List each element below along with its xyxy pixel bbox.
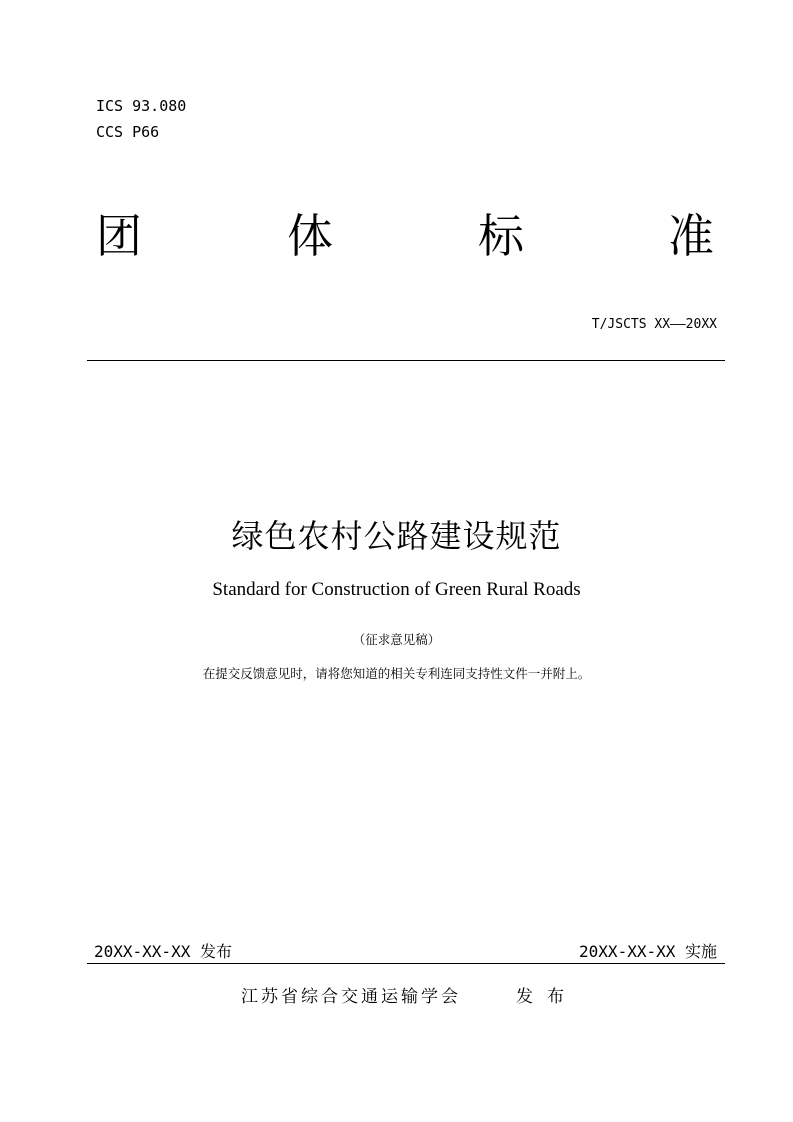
bottom-divider	[87, 963, 725, 964]
category-char-3: 标	[478, 209, 524, 263]
ccs-code: CCS P66	[96, 123, 160, 141]
category-char-2: 体	[287, 209, 333, 263]
category-char-4: 准	[668, 209, 714, 263]
implementation-date: 20XX-XX-XX 实施	[579, 942, 717, 961]
category-char-1: 团	[96, 209, 142, 263]
title-english: Standard for Construction of Green Rural Roads	[212, 579, 581, 600]
ics-code: ICS 93.080	[96, 97, 187, 115]
patent-notice: 在提交反馈意见时，请将您知道的相关专利连同支持性文件一并附上。	[202, 666, 591, 681]
issue-date: 20XX-XX-XX 发布	[94, 942, 232, 961]
publisher-name: 江苏省综合交通运输学会	[241, 987, 461, 1007]
title-chinese: 绿色农村公路建设规范	[231, 517, 562, 555]
draft-label: （征求意见稿）	[352, 632, 441, 647]
publish-label: 发布	[516, 987, 578, 1007]
top-divider	[87, 360, 725, 361]
standard-number: T/JSCTS XX——20XX	[591, 317, 717, 332]
